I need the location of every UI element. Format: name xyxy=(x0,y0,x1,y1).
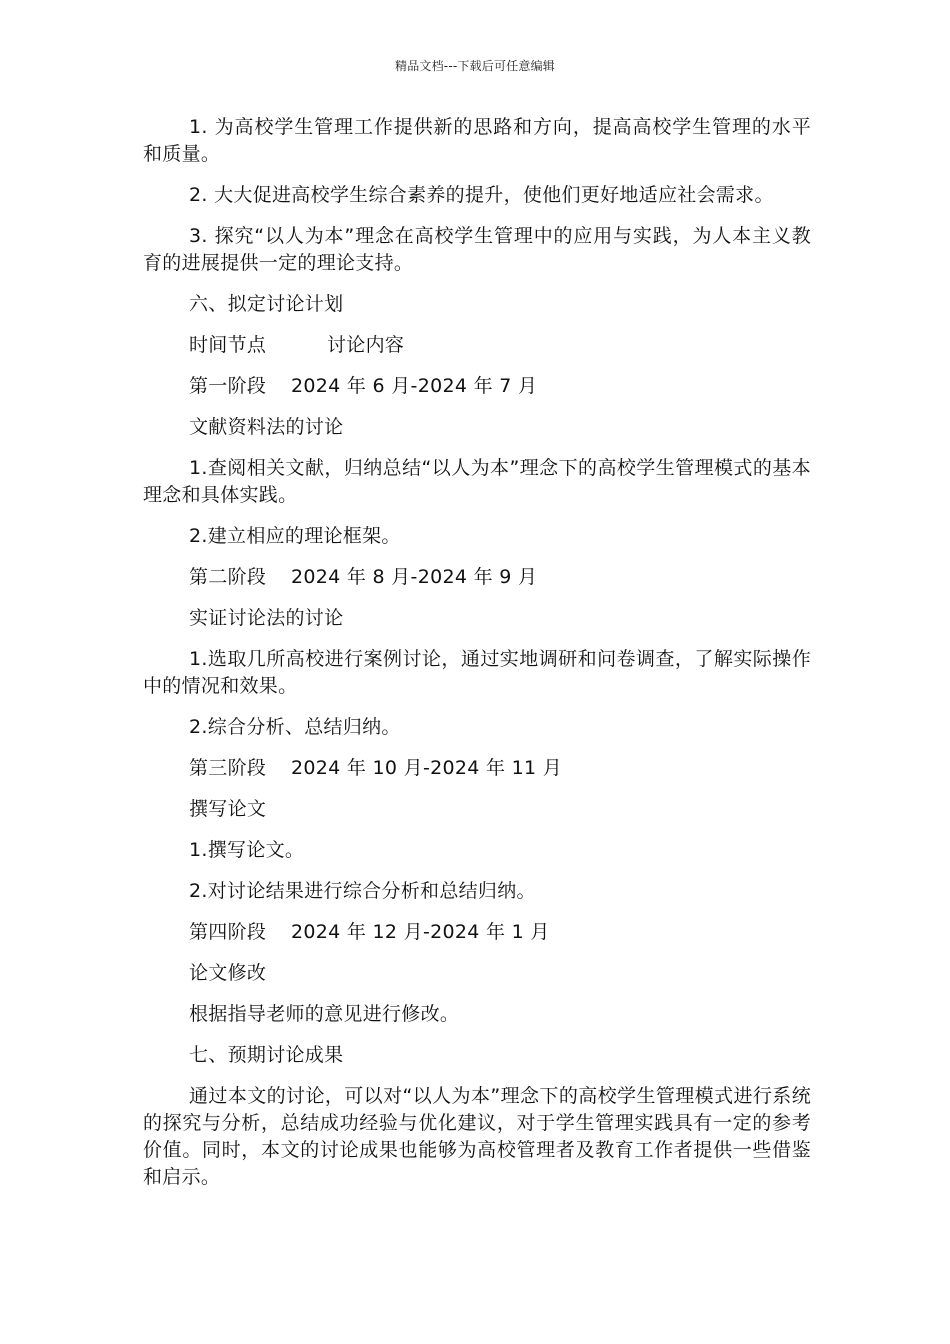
stage-2-period: 2024 年 8 月-2024 年 9 月 xyxy=(291,566,538,588)
stage-3-item-1: 1.撰写论文。 xyxy=(189,839,305,861)
table-header-time: 时间节点 xyxy=(189,334,267,356)
stage-4-item-1: 根据指导老师的意见进行修改。 xyxy=(189,1003,460,1025)
stage-4-row xyxy=(143,919,811,946)
stage-1-row xyxy=(143,373,811,400)
stage-2-item-1: 1.选取几所高校进行案例讨论，通过实地调研和问卷调查，了解实际操作中的情况和效果。 xyxy=(143,648,811,697)
stage-3-method: 撰写论文 xyxy=(189,798,267,820)
stage-2-label: 第二阶段 xyxy=(189,566,267,588)
goal-item-3: 3. 探究“以人为本”理念在高校学生管理中的应用与实践，为人本主义教育的进展提供一定的理论支持。 xyxy=(143,225,811,274)
stage-2-method: 实证讨论法的讨论 xyxy=(189,607,344,629)
goal-item-1: 1. 为高校学生管理工作提供新的思路和方向，提高高校学生管理的水平和质量。 xyxy=(143,116,811,165)
stage-4-period: 2024 年 12 月-2024 年 1 月 xyxy=(291,921,550,943)
stage-2-item-2: 2.综合分析、总结归纳。 xyxy=(189,716,401,738)
stage-3-period: 2024 年 10 月-2024 年 11 月 xyxy=(291,757,563,779)
table-header-content: 讨论内容 xyxy=(327,334,405,356)
stage-1-period: 2024 年 6 月-2024 年 7 月 xyxy=(291,375,538,397)
stage-1-item-1: 1.查阅相关文献，归纳总结“以人为本”理念下的高校学生管理模式的基本理念和具体实践。 xyxy=(143,457,811,506)
goal-item-2: 2. 大大促进高校学生综合素养的提升，使他们更好地适应社会需求。 xyxy=(189,184,774,206)
stage-4-label: 第四阶段 xyxy=(189,921,267,943)
stage-2-row xyxy=(143,564,811,591)
stage-3-label: 第三阶段 xyxy=(189,757,267,779)
conclusion-paragraph: 通过本文的讨论，可以对“以人为本”理念下的高校学生管理模式进行系统的探究与分析，总结成功经验与优化建议，对于学生管理实践具有一定的参考价值。同时，本文的讨论成果也能够为高校管理者及教育工作者提供一些借鉴和启示。 xyxy=(143,1085,811,1188)
stage-4-method: 论文修改 xyxy=(189,962,267,984)
stage-3-row xyxy=(143,755,811,782)
stage-1-method: 文献资料法的讨论 xyxy=(189,416,344,438)
stage-3-item-2: 2.对讨论结果进行综合分析和总结归纳。 xyxy=(189,880,536,902)
plan-table-header xyxy=(143,332,811,359)
section-heading-6: 六、拟定讨论计划 xyxy=(189,293,344,315)
section-heading-7: 七、预期讨论成果 xyxy=(189,1044,344,1066)
page-header: 精品文档---下载后可任意编辑 xyxy=(395,59,555,73)
document-body xyxy=(143,114,811,1205)
stage-1-label: 第一阶段 xyxy=(189,375,267,397)
stage-1-item-2: 2.建立相应的理论框架。 xyxy=(189,525,401,547)
